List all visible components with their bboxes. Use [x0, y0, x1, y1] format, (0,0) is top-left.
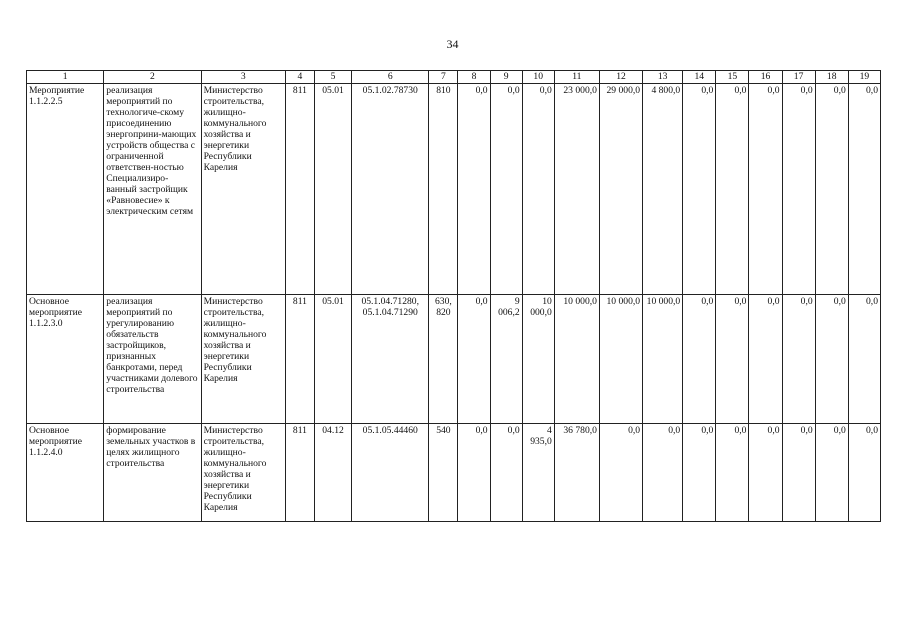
table-row: [27, 424, 881, 522]
page-number: 34: [446, 37, 459, 51]
table-cell: 10 000,0: [522, 295, 554, 424]
table-cell: 0,0: [782, 424, 815, 522]
column-header: 1: [27, 71, 104, 84]
table-cell: 0,0: [815, 295, 848, 424]
column-header: 7: [429, 71, 458, 84]
table-cell: 0,0: [815, 424, 848, 522]
table-cell: 0,0: [490, 424, 522, 522]
table-cell: 0,0: [782, 295, 815, 424]
column-header: 2: [104, 71, 201, 84]
table-cell: Мероприятие 1.1.2.2.5: [27, 84, 104, 295]
table-cell: 9 006,2: [490, 295, 522, 424]
table-row: [27, 84, 881, 295]
table-cell: 0,0: [683, 84, 716, 295]
table-cell: формирование земельных участков в целях жилищного строительства: [104, 424, 201, 522]
table-cell: 0,0: [716, 84, 749, 295]
table-cell: 630, 820: [429, 295, 458, 424]
column-header: 4: [285, 71, 314, 84]
table-cell: 05.01: [314, 295, 351, 424]
table-cell: 0,0: [683, 424, 716, 522]
table-cell: 05.01: [314, 84, 351, 295]
column-header: 16: [749, 71, 782, 84]
table-cell: 0,0: [458, 295, 490, 424]
table-cell: 04.12: [314, 424, 351, 522]
table-cell: 811: [285, 84, 314, 295]
table-cell: 10 000,0: [643, 295, 683, 424]
column-header: 18: [815, 71, 848, 84]
table-cell: 05.1.02.78730: [352, 84, 429, 295]
table-cell: реализация мероприятий по урегулированию обязательств застройщиков, признанных банкротами, перед участниками долевого строительства: [104, 295, 201, 424]
column-header: 11: [554, 71, 599, 84]
table-cell: 05.1.04.71280, 05.1.04.71290: [352, 295, 429, 424]
column-header: 13: [643, 71, 683, 84]
column-header: 19: [848, 71, 880, 84]
table-cell: 0,0: [522, 84, 554, 295]
table-cell: 0,0: [815, 84, 848, 295]
table-cell: Основное мероприятие 1.1.2.3.0: [27, 295, 104, 424]
column-header: 14: [683, 71, 716, 84]
table-cell: 0,0: [848, 424, 880, 522]
table-cell: Министерство строительства, жилищно-коммунального хозяйства и энергетики Республики Карелия: [201, 295, 285, 424]
table-cell: 0,0: [716, 424, 749, 522]
table-cell: 23 000,0: [554, 84, 599, 295]
table-cell: 0,0: [599, 424, 642, 522]
table-cell: 0,0: [490, 84, 522, 295]
column-header: 12: [599, 71, 642, 84]
column-header: 8: [458, 71, 490, 84]
table-cell: реализация мероприятий по технологиче-скому присоединению энергоприни-мающих устройств общества с ограниченной ответствен-ностью Специализиро-ванный застройщик «Равновесие» к электрическим сетям: [104, 84, 201, 295]
table-cell: 4 800,0: [643, 84, 683, 295]
table-cell: 0,0: [749, 424, 782, 522]
table-cell: 0,0: [643, 424, 683, 522]
table-cell: 0,0: [716, 295, 749, 424]
table-cell: 0,0: [848, 295, 880, 424]
column-header: 3: [201, 71, 285, 84]
table-cell: Министерство строительства, жилищно-коммунального хозяйства и энергетики Республики Карелия: [201, 84, 285, 295]
table-cell: 811: [285, 424, 314, 522]
table-cell: 0,0: [458, 424, 490, 522]
table-cell: 10 000,0: [554, 295, 599, 424]
table-cell: 36 780,0: [554, 424, 599, 522]
table-cell: Основное мероприятие 1.1.2.4.0: [27, 424, 104, 522]
program-table: [26, 70, 881, 522]
column-header: 10: [522, 71, 554, 84]
column-header: 5: [314, 71, 351, 84]
table-cell: 05.1.05.44460: [352, 424, 429, 522]
table-cell: Министерство строительства, жилищно-коммунального хозяйства и энергетики Республики Карелия: [201, 424, 285, 522]
table-cell: 811: [285, 295, 314, 424]
table-cell: 29 000,0: [599, 84, 642, 295]
column-header: 17: [782, 71, 815, 84]
table-cell: 0,0: [782, 84, 815, 295]
table-cell: 810: [429, 84, 458, 295]
table-cell: 0,0: [848, 84, 880, 295]
table-row: [27, 295, 881, 424]
column-header: 9: [490, 71, 522, 84]
column-header: 15: [716, 71, 749, 84]
table-cell: 4 935,0: [522, 424, 554, 522]
table-cell: 0,0: [683, 295, 716, 424]
header-row: [27, 71, 881, 84]
table-cell: 0,0: [749, 84, 782, 295]
column-header: 6: [352, 71, 429, 84]
table-cell: 540: [429, 424, 458, 522]
table-cell: 10 000,0: [599, 295, 642, 424]
table-cell: 0,0: [458, 84, 490, 295]
table-cell: 0,0: [749, 295, 782, 424]
